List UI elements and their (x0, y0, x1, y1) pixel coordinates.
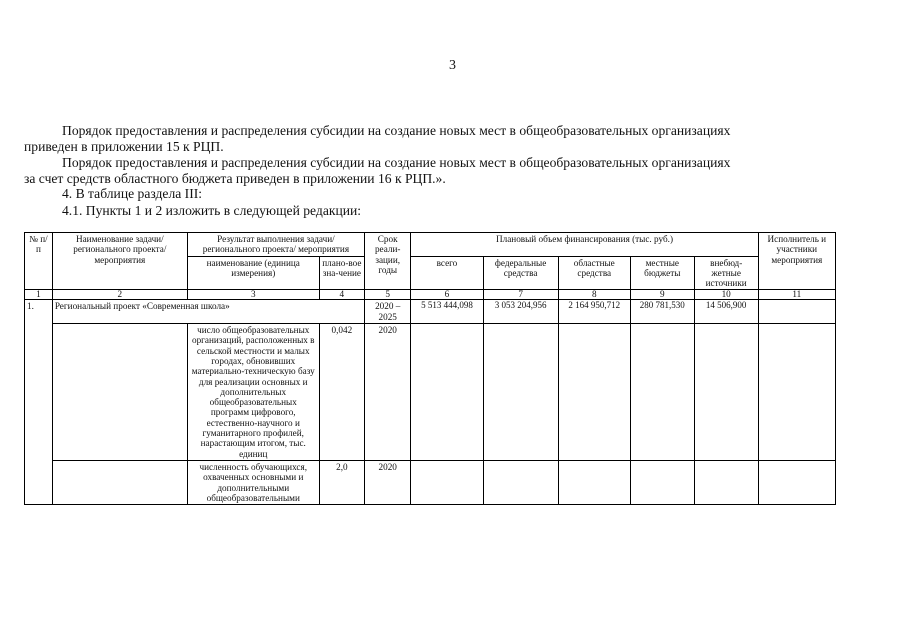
col-number-4: 4 (319, 290, 364, 300)
header-fin-federal: федеральные средства (483, 256, 558, 290)
row-1-federal: 3 053 204,956 (483, 300, 558, 324)
indicator-1-value: 0,042 (319, 324, 364, 461)
row-1-executors (758, 300, 835, 324)
indicator-1-federal (483, 324, 558, 461)
indicator-2-name: численность обучающихся, охваченных основными и дополнительными общеобразовательными (187, 460, 319, 504)
col-number-11: 11 (758, 290, 835, 300)
header-number: № п/п (25, 233, 53, 290)
indicator-1-total (411, 324, 483, 461)
header-executors: Исполнитель и участники мероприятия (758, 233, 835, 290)
paragraph-4: 4.1. Пункты 1 и 2 изложить в следующей редакции: (62, 203, 362, 218)
row-1-project-name: Региональный проект «Современная школа» (52, 300, 364, 324)
header-result: Результат выполнения задачи/ регионального проекта/ мероприятия (187, 233, 364, 257)
row-1-regional: 2 164 950,712 (558, 300, 630, 324)
col-number-3: 3 (187, 290, 319, 300)
col-number-5: 5 (365, 290, 411, 300)
header-term: Срок реали-зации, годы (365, 233, 411, 290)
indicator-1-year: 2020 (365, 324, 411, 461)
indicator-1-local (630, 324, 694, 461)
financing-table (24, 232, 836, 505)
indicator-1-regional (558, 324, 630, 461)
indicator-1-executors (758, 324, 835, 461)
row-1-extra: 14 506,900 (694, 300, 758, 324)
indicator-2-federal (483, 460, 558, 504)
col-number-1: 1 (25, 290, 53, 300)
indicator-2-value: 2,0 (319, 460, 364, 504)
row-1-local: 280 781,530 (630, 300, 694, 324)
col-number-9: 9 (630, 290, 694, 300)
header-task: Наименование задачи/ регионального проекта/ мероприятия (52, 233, 187, 290)
row-1-number: 1. (25, 300, 53, 505)
row-1-total: 5 513 444,098 (411, 300, 483, 324)
col-number-10: 10 (694, 290, 758, 300)
indicator-2-task (52, 460, 187, 504)
paragraph-1-line-2: приведен в приложении 15 к РЦП. (24, 139, 224, 154)
indicator-1-extra (694, 324, 758, 461)
paragraph-2-line-1: Порядок предоставления и распределения субсидии на создание новых мест в общеобразовательных организациях (62, 155, 731, 170)
col-number-7: 7 (483, 290, 558, 300)
paragraph-2-line-2: за счет средств областного бюджета приведен в приложении 16 к РЦП.». (24, 171, 446, 186)
paragraph-1-line-1: Порядок предоставления и распределения субсидии на создание новых мест в общеобразовательных организациях (62, 123, 731, 138)
indicator-2-total (411, 460, 483, 504)
header-financing: Плановый объем финансирования (тыс. руб.) (411, 233, 758, 257)
indicator-2-extra (694, 460, 758, 504)
col-number-6: 6 (411, 290, 483, 300)
header-fin-extra: внебюд-жетные источники (694, 256, 758, 290)
col-number-8: 8 (558, 290, 630, 300)
row-1-term: 2020 – 2025 (365, 300, 411, 324)
indicator-2-year: 2020 (365, 460, 411, 504)
indicator-2-local (630, 460, 694, 504)
indicator-2-executors (758, 460, 835, 504)
header-result-name: наименование (единица измерения) (187, 256, 319, 290)
page-bottom-margin (0, 585, 905, 640)
indicator-1-task (52, 324, 187, 461)
header-result-plan: плано-вое зна-чение (319, 256, 364, 290)
col-number-2: 2 (52, 290, 187, 300)
indicator-2-regional (558, 460, 630, 504)
header-fin-local: местные бюджеты (630, 256, 694, 290)
indicator-1-name: число общеобразовательных организаций, расположенных в сельской местности и малых городах, обновивших материально-техническую базу для реализации основных и дополнительных общеобразовательных программ цифрового, естественно-научного и гуманитарного профилей, нарастающим итогом, тыс. единиц (187, 324, 319, 461)
header-fin-total: всего (411, 256, 483, 290)
header-fin-regional: областные средства (558, 256, 630, 290)
paragraph-3: 4. В таблице раздела III: (62, 186, 203, 201)
page-number: 3 (449, 58, 456, 73)
